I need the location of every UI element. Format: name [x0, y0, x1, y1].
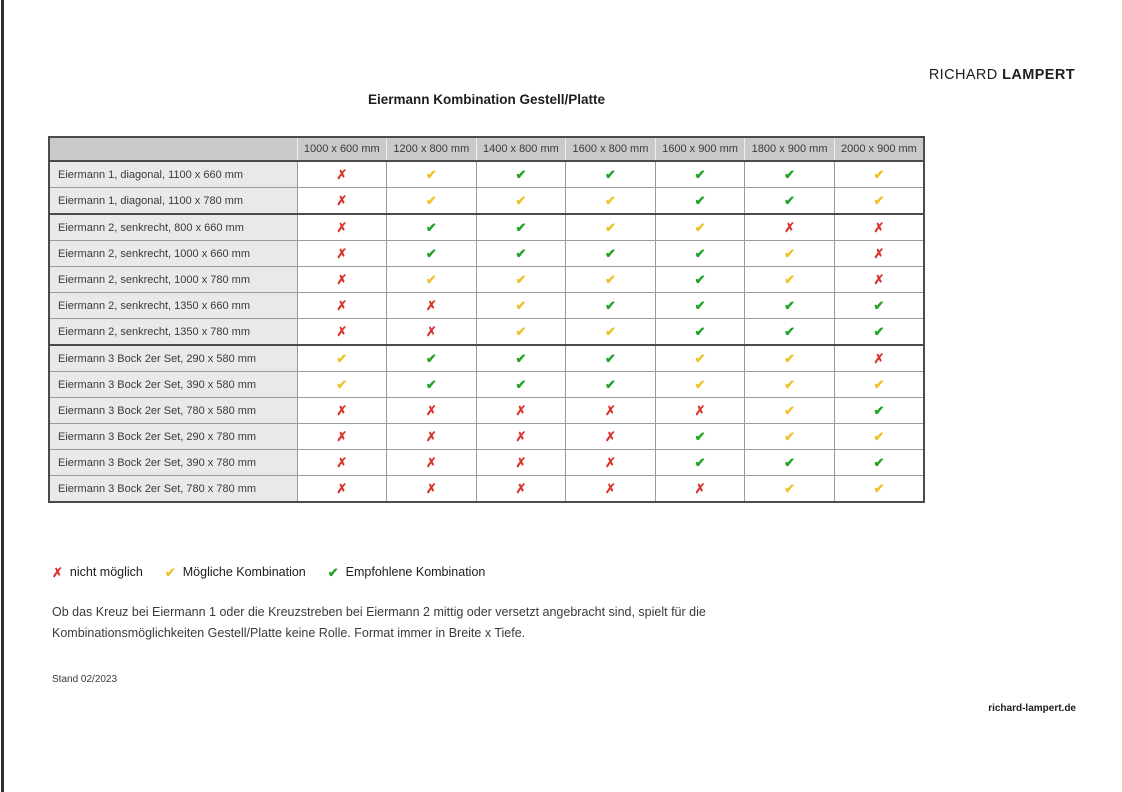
matrix-cell [834, 293, 924, 319]
matrix-cell [476, 450, 566, 476]
matrix-cell [387, 214, 477, 241]
row-label: Eiermann 3 Bock 2er Set, 290 x 780 mm [49, 424, 297, 450]
recommended-mark-icon: ✔ [425, 376, 437, 392]
not-possible-mark-icon: ✗ [605, 428, 616, 444]
not-possible-mark-icon: ✗ [873, 271, 885, 287]
matrix-cell [476, 214, 566, 241]
legend-item [328, 565, 486, 579]
matrix-cell [297, 476, 387, 503]
matrix-cell [476, 161, 566, 188]
matrix-cell [387, 424, 477, 450]
matrix-cell [745, 372, 835, 398]
recommended-mark-icon: ✔ [694, 271, 706, 287]
possible-mark-icon: ✔ [873, 480, 885, 496]
not-possible-mark-icon: ✗ [425, 480, 437, 496]
recommended-mark-icon: ✔ [515, 219, 527, 235]
not-possible-mark-icon: ✗ [425, 454, 437, 470]
row-label: Eiermann 2, senkrecht, 800 x 660 mm [49, 214, 297, 241]
table-row [49, 476, 924, 503]
recommended-mark-icon: ✔ [425, 245, 437, 261]
legend-item [165, 565, 306, 579]
not-possible-mark-icon: ✗ [52, 564, 63, 580]
table-row [49, 214, 924, 241]
table-row [49, 188, 924, 215]
legend-label: Empfohlene Kombination [345, 565, 486, 579]
matrix-cell [655, 241, 745, 267]
matrix-cell [655, 372, 745, 398]
possible-mark-icon: ✔ [515, 297, 527, 313]
not-possible-mark-icon: ✗ [336, 219, 348, 235]
matrix-cell [566, 214, 656, 241]
matrix-cell [834, 214, 924, 241]
recommended-mark-icon: ✔ [873, 402, 885, 418]
matrix-cell [476, 319, 566, 346]
matrix-cell [745, 161, 835, 188]
matrix-cell [387, 372, 477, 398]
not-possible-mark-icon: ✗ [336, 402, 348, 418]
row-label: Eiermann 2, senkrecht, 1350 x 660 mm [49, 293, 297, 319]
table-row [49, 345, 924, 372]
matrix-cell [297, 345, 387, 372]
matrix-cell [566, 319, 656, 346]
table-row [49, 424, 924, 450]
not-possible-mark-icon: ✗ [336, 192, 348, 208]
recommended-mark-icon: ✔ [873, 323, 885, 339]
matrix-cell [834, 241, 924, 267]
matrix-cell [745, 267, 835, 293]
not-possible-mark-icon: ✗ [605, 480, 616, 496]
matrix-cell [566, 450, 656, 476]
matrix-cell [476, 267, 566, 293]
matrix-cell [655, 319, 745, 346]
possible-mark-icon: ✔ [873, 376, 885, 392]
row-label: Eiermann 1, diagonal, 1100 x 660 mm [49, 161, 297, 188]
matrix-cell [476, 345, 566, 372]
possible-mark-icon: ✔ [336, 376, 348, 392]
not-possible-mark-icon: ✗ [425, 297, 437, 313]
table-row [49, 293, 924, 319]
not-possible-mark-icon: ✗ [515, 402, 527, 418]
row-label: Eiermann 1, diagonal, 1100 x 780 mm [49, 188, 297, 215]
recommended-mark-icon: ✔ [784, 323, 796, 339]
possible-mark-icon: ✔ [605, 323, 616, 339]
recommended-mark-icon: ✔ [784, 166, 796, 182]
row-label: Eiermann 3 Bock 2er Set, 390 x 580 mm [49, 372, 297, 398]
recommended-mark-icon: ✔ [605, 245, 616, 261]
matrix-cell [297, 241, 387, 267]
recommended-mark-icon: ✔ [515, 245, 527, 261]
matrix-cell [655, 345, 745, 372]
matrix-cell [387, 161, 477, 188]
matrix-cell [297, 319, 387, 346]
matrix-cell [566, 345, 656, 372]
matrix-cell [476, 241, 566, 267]
matrix-cell [566, 398, 656, 424]
possible-mark-icon: ✔ [784, 402, 796, 418]
note-text: Ob das Kreuz bei Eiermann 1 oder die Kreuzstreben bei Eiermann 2 mittig oder versetzt angebracht sind, spielt für die Kombinationsmöglichkeiten Gestell/Platte keine Rolle. Format immer in Breite x Tiefe. [52, 605, 706, 640]
scan-edge-mark [1, 0, 4, 792]
table-row [49, 319, 924, 346]
matrix-cell [297, 267, 387, 293]
not-possible-mark-icon: ✗ [336, 166, 348, 182]
not-possible-mark-icon: ✗ [336, 428, 348, 444]
table-row [49, 372, 924, 398]
row-label: Eiermann 3 Bock 2er Set, 780 x 780 mm [49, 476, 297, 503]
table-row [49, 398, 924, 424]
not-possible-mark-icon: ✗ [784, 219, 796, 235]
matrix-cell [655, 214, 745, 241]
matrix-cell [655, 424, 745, 450]
legend-item [52, 565, 143, 579]
matrix-cell [566, 161, 656, 188]
row-label: Eiermann 2, senkrecht, 1000 x 780 mm [49, 267, 297, 293]
matrix-cell [297, 293, 387, 319]
recommended-mark-icon: ✔ [694, 166, 706, 182]
matrix-cell [745, 241, 835, 267]
column-header: 1800 x 900 mm [745, 137, 835, 161]
recommended-mark-icon: ✔ [784, 192, 796, 208]
possible-mark-icon: ✔ [784, 350, 796, 366]
possible-mark-icon: ✔ [694, 219, 706, 235]
recommended-mark-icon: ✔ [605, 376, 616, 392]
matrix-cell [476, 372, 566, 398]
matrix-cell [387, 188, 477, 215]
matrix-cell [834, 161, 924, 188]
not-possible-mark-icon: ✗ [336, 297, 348, 313]
not-possible-mark-icon: ✗ [515, 480, 527, 496]
matrix-cell [387, 398, 477, 424]
matrix-cell [745, 398, 835, 424]
table-row [49, 267, 924, 293]
table-row [49, 161, 924, 188]
matrix-cell [297, 214, 387, 241]
matrix-cell [745, 345, 835, 372]
corner-cell [49, 137, 297, 161]
not-possible-mark-icon: ✗ [425, 428, 437, 444]
possible-mark-icon: ✔ [425, 166, 437, 182]
possible-mark-icon: ✔ [515, 271, 527, 287]
matrix-cell [297, 372, 387, 398]
recommended-mark-icon: ✔ [873, 297, 885, 313]
not-possible-mark-icon: ✗ [605, 454, 616, 470]
recommended-mark-icon: ✔ [694, 323, 706, 339]
row-label: Eiermann 3 Bock 2er Set, 780 x 580 mm [49, 398, 297, 424]
matrix-cell [387, 476, 477, 503]
not-possible-mark-icon: ✗ [694, 480, 706, 496]
possible-mark-icon: ✔ [694, 350, 706, 366]
not-possible-mark-icon: ✗ [873, 350, 885, 366]
matrix-cell [834, 450, 924, 476]
matrix-cell [387, 293, 477, 319]
possible-mark-icon: ✔ [873, 428, 885, 444]
recommended-mark-icon: ✔ [694, 454, 706, 470]
recommended-mark-icon: ✔ [873, 454, 885, 470]
possible-mark-icon: ✔ [784, 376, 796, 392]
matrix-cell [834, 188, 924, 215]
matrix-cell [655, 267, 745, 293]
not-possible-mark-icon: ✗ [336, 323, 348, 339]
recommended-mark-icon: ✔ [784, 297, 796, 313]
matrix-cell [655, 398, 745, 424]
column-header: 1600 x 900 mm [655, 137, 745, 161]
possible-mark-icon: ✔ [784, 271, 796, 287]
column-header: 1400 x 800 mm [476, 137, 566, 161]
matrix-cell [476, 424, 566, 450]
not-possible-mark-icon: ✗ [873, 245, 885, 261]
possible-mark-icon: ✔ [425, 271, 437, 287]
matrix-cell [566, 293, 656, 319]
matrix-cell [566, 188, 656, 215]
matrix-cell [387, 267, 477, 293]
matrix-cell [476, 476, 566, 503]
recommended-mark-icon: ✔ [327, 564, 339, 580]
matrix-cell [297, 450, 387, 476]
possible-mark-icon: ✔ [164, 564, 176, 580]
matrix-cell [297, 161, 387, 188]
column-header: 1600 x 800 mm [566, 137, 656, 161]
not-possible-mark-icon: ✗ [336, 245, 348, 261]
matrix-cell [834, 267, 924, 293]
not-possible-mark-icon: ✗ [336, 480, 348, 496]
not-possible-mark-icon: ✗ [515, 428, 527, 444]
matrix-cell [745, 476, 835, 503]
possible-mark-icon: ✔ [784, 245, 796, 261]
matrix-cell [566, 372, 656, 398]
matrix-cell [566, 267, 656, 293]
row-label: Eiermann 2, senkrecht, 1000 x 660 mm [49, 241, 297, 267]
matrix-cell [834, 476, 924, 503]
matrix-grid [48, 136, 925, 503]
matrix-cell [655, 161, 745, 188]
matrix-cell [834, 398, 924, 424]
recommended-mark-icon: ✔ [694, 297, 706, 313]
matrix-cell [476, 188, 566, 215]
possible-mark-icon: ✔ [605, 271, 616, 287]
recommended-mark-icon: ✔ [784, 454, 796, 470]
brand-name-bold: LAMPERT [1002, 67, 1075, 83]
recommended-mark-icon: ✔ [605, 166, 616, 182]
matrix-cell [476, 398, 566, 424]
not-possible-mark-icon: ✗ [336, 454, 348, 470]
possible-mark-icon: ✔ [784, 428, 796, 444]
not-possible-mark-icon: ✗ [425, 323, 437, 339]
row-label: Eiermann 3 Bock 2er Set, 390 x 780 mm [49, 450, 297, 476]
possible-mark-icon: ✔ [336, 350, 348, 366]
brand-logo [929, 67, 1075, 83]
recommended-mark-icon: ✔ [515, 376, 527, 392]
matrix-cell [655, 188, 745, 215]
matrix-cell [745, 293, 835, 319]
table-row [49, 450, 924, 476]
matrix-cell [834, 345, 924, 372]
matrix-cell [745, 319, 835, 346]
recommended-mark-icon: ✔ [605, 350, 616, 366]
matrix-cell [566, 424, 656, 450]
table-row [49, 241, 924, 267]
possible-mark-icon: ✔ [694, 376, 706, 392]
possible-mark-icon: ✔ [515, 192, 527, 208]
website-url: richard-lampert.de [988, 703, 1076, 714]
page-title: Eiermann Kombination Gestell/Platte [367, 92, 606, 107]
legend [52, 565, 485, 579]
matrix-cell [745, 450, 835, 476]
possible-mark-icon: ✔ [873, 192, 885, 208]
matrix-cell [566, 476, 656, 503]
column-header: 1000 x 600 mm [297, 137, 387, 161]
possible-mark-icon: ✔ [425, 192, 437, 208]
legend-label: nicht möglich [69, 565, 143, 579]
not-possible-mark-icon: ✗ [336, 271, 348, 287]
possible-mark-icon: ✔ [605, 219, 616, 235]
recommended-mark-icon: ✔ [605, 297, 616, 313]
recommended-mark-icon: ✔ [694, 192, 706, 208]
brand-name-regular: RICHARD [928, 67, 998, 83]
compatibility-table [48, 136, 925, 503]
not-possible-mark-icon: ✗ [605, 402, 616, 418]
matrix-cell [297, 398, 387, 424]
not-possible-mark-icon: ✗ [873, 219, 885, 235]
matrix-cell [476, 293, 566, 319]
version-date: Stand 02/2023 [52, 674, 118, 685]
row-label: Eiermann 3 Bock 2er Set, 290 x 580 mm [49, 345, 297, 372]
legend-label: Mögliche Kombination [182, 565, 306, 579]
possible-mark-icon: ✔ [873, 166, 885, 182]
matrix-cell [297, 188, 387, 215]
matrix-cell [834, 424, 924, 450]
possible-mark-icon: ✔ [784, 480, 796, 496]
matrix-cell [297, 424, 387, 450]
recommended-mark-icon: ✔ [515, 166, 527, 182]
recommended-mark-icon: ✔ [425, 350, 437, 366]
recommended-mark-icon: ✔ [694, 428, 706, 444]
recommended-mark-icon: ✔ [425, 219, 437, 235]
recommended-mark-icon: ✔ [694, 245, 706, 261]
matrix-cell [387, 319, 477, 346]
matrix-cell [655, 476, 745, 503]
matrix-cell [745, 214, 835, 241]
matrix-cell [387, 241, 477, 267]
recommended-mark-icon: ✔ [515, 350, 527, 366]
matrix-cell [655, 450, 745, 476]
column-header: 2000 x 900 mm [834, 137, 924, 161]
matrix-cell [387, 450, 477, 476]
row-label: Eiermann 2, senkrecht, 1350 x 780 mm [49, 319, 297, 346]
matrix-cell [655, 293, 745, 319]
matrix-cell [834, 372, 924, 398]
not-possible-mark-icon: ✗ [694, 402, 706, 418]
matrix-cell [566, 241, 656, 267]
possible-mark-icon: ✔ [515, 323, 527, 339]
not-possible-mark-icon: ✗ [425, 402, 437, 418]
matrix-cell [745, 188, 835, 215]
column-header: 1200 x 800 mm [387, 137, 477, 161]
matrix-cell [387, 345, 477, 372]
not-possible-mark-icon: ✗ [515, 454, 527, 470]
matrix-cell [834, 319, 924, 346]
possible-mark-icon: ✔ [605, 192, 616, 208]
matrix-cell [745, 424, 835, 450]
